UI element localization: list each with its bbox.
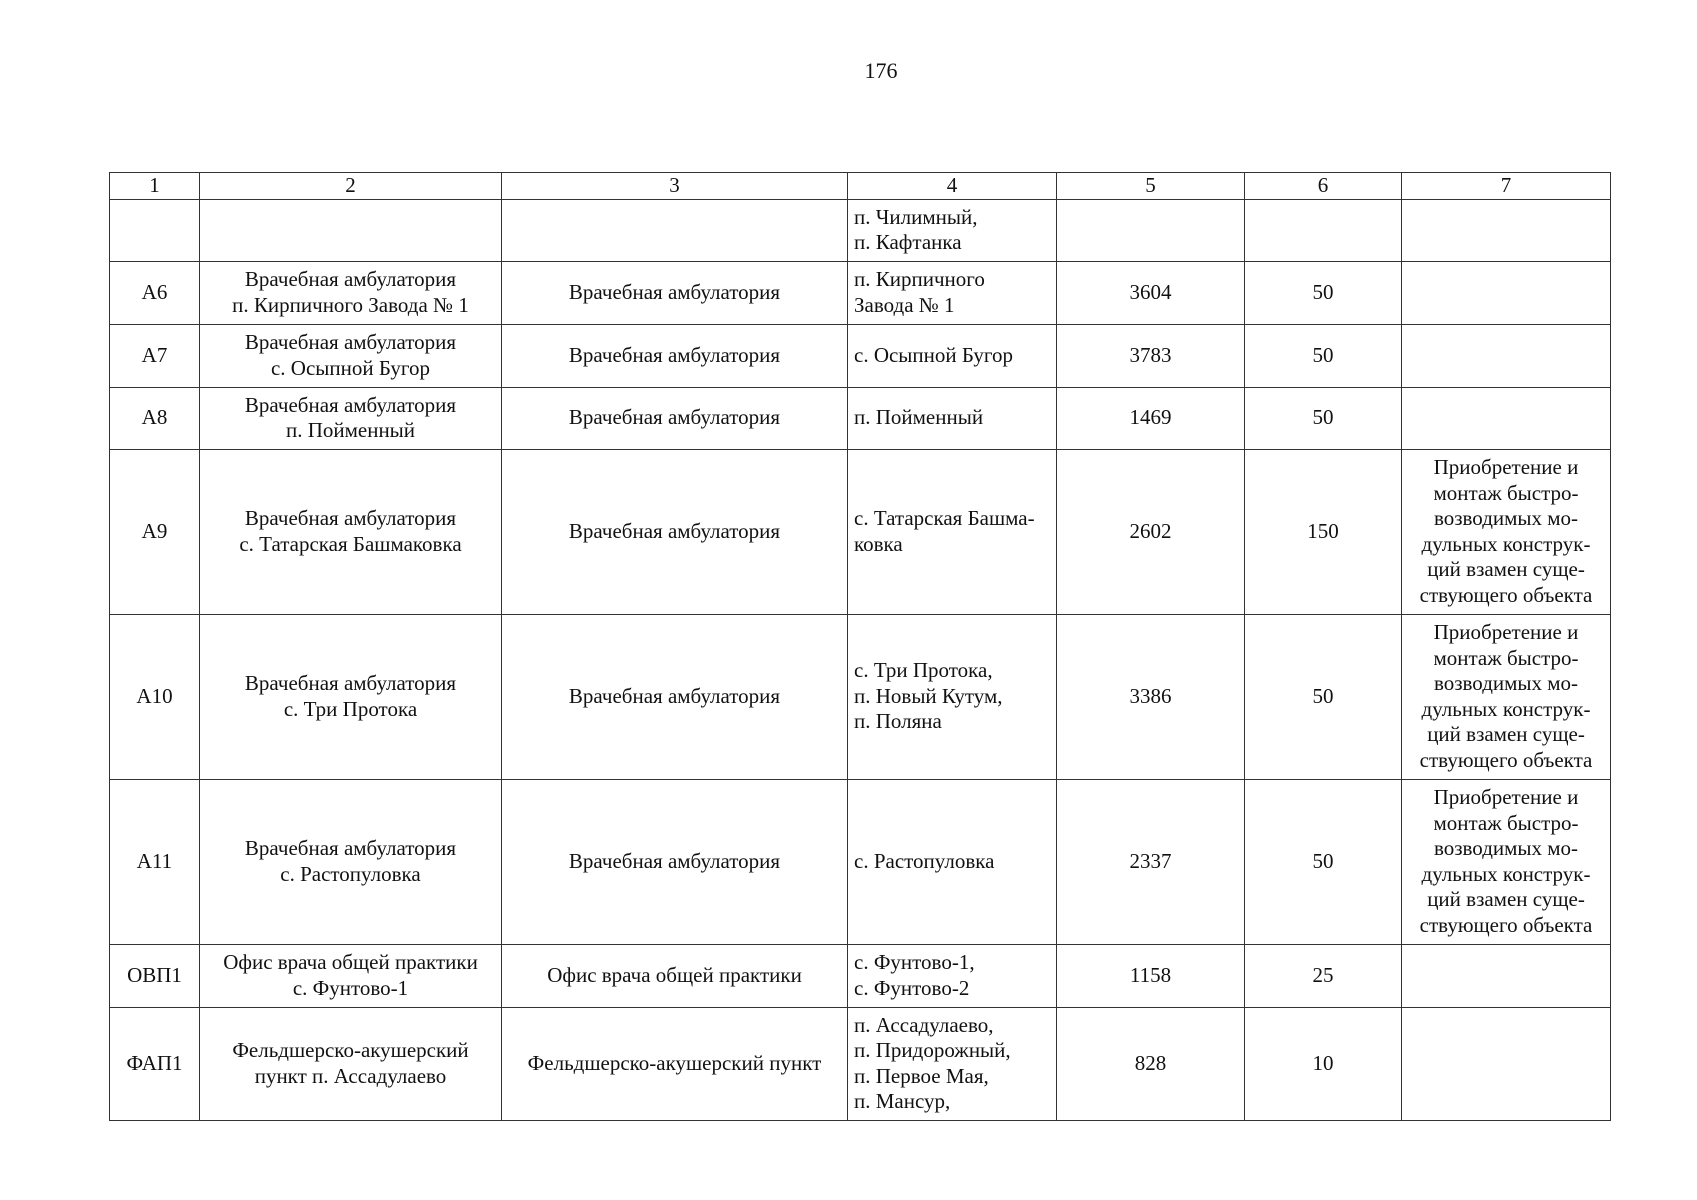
row-capacity-cell	[1245, 199, 1402, 261]
row-name-cell: Врачебная амбулатория п. Кирпичного Завода № 1	[200, 261, 502, 324]
row-capacity-cell: 50	[1245, 614, 1402, 779]
row-type-cell: Офис врача общей практики	[502, 944, 848, 1007]
row-population-cell: 1469	[1057, 387, 1245, 449]
facilities-table	[109, 172, 1611, 1121]
row-capacity-cell: 25	[1245, 944, 1402, 1007]
row-settlements-cell: с. Три Протока, п. Новый Кутум, п. Поляна	[848, 614, 1057, 779]
row-settlements-cell: п. Ассадулаево, п. Придорожный, п. Первое Мая, п. Мансур,	[848, 1007, 1057, 1120]
table-row	[110, 387, 1611, 449]
row-name-cell: Врачебная амбулатория с. Татарская Башмаковка	[200, 449, 502, 614]
row-note-cell	[1402, 261, 1611, 324]
row-name-cell	[200, 199, 502, 261]
row-settlements-cell: п. Пойменный	[848, 387, 1057, 449]
row-capacity-cell: 50	[1245, 261, 1402, 324]
row-type-cell: Врачебная амбулатория	[502, 614, 848, 779]
row-population-cell: 2602	[1057, 449, 1245, 614]
row-code-cell: А11	[110, 779, 200, 944]
table-row	[110, 324, 1611, 387]
page-number: 176	[864, 58, 898, 83]
row-type-cell: Врачебная амбулатория	[502, 449, 848, 614]
row-note-cell: Приобретение и монтаж быстро- возводимых мо- дульных конструк- ций взамен суще- ствующего объекта	[1402, 449, 1611, 614]
row-settlements-cell: с. Татарская Башма- ковка	[848, 449, 1057, 614]
row-note-cell	[1402, 387, 1611, 449]
row-note-cell	[1402, 1007, 1611, 1120]
row-code-cell: ОВП1	[110, 944, 200, 1007]
row-type-cell: Врачебная амбулатория	[502, 779, 848, 944]
table-row	[110, 261, 1611, 324]
row-population-cell: 2337	[1057, 779, 1245, 944]
row-type-cell	[502, 199, 848, 261]
row-type-cell: Фельдшерско-акушерский пункт	[502, 1007, 848, 1120]
row-name-cell: Врачебная амбулатория с. Осыпной Бугор	[200, 324, 502, 387]
row-name-cell: Врачебная амбулатория с. Три Протока	[200, 614, 502, 779]
row-code-cell: А7	[110, 324, 200, 387]
header-cell: 1	[110, 173, 200, 200]
table-row	[110, 199, 1611, 261]
row-note-cell: Приобретение и монтаж быстро- возводимых мо- дульных конструк- ций взамен суще- ствующего объекта	[1402, 779, 1611, 944]
table-row	[110, 944, 1611, 1007]
row-population-cell	[1057, 199, 1245, 261]
header-cell: 5	[1057, 173, 1245, 200]
row-settlements-cell: п. Кирпичного Завода № 1	[848, 261, 1057, 324]
table-row	[110, 779, 1611, 944]
row-name-cell: Офис врача общей практики с. Фунтово-1	[200, 944, 502, 1007]
row-code-cell: А8	[110, 387, 200, 449]
table-row	[110, 614, 1611, 779]
row-code-cell	[110, 199, 200, 261]
row-type-cell: Врачебная амбулатория	[502, 261, 848, 324]
header-cell: 3	[502, 173, 848, 200]
header-cell: 2	[200, 173, 502, 200]
row-note-cell	[1402, 324, 1611, 387]
row-population-cell: 828	[1057, 1007, 1245, 1120]
row-capacity-cell: 50	[1245, 324, 1402, 387]
table-header-row	[110, 173, 1611, 200]
row-name-cell: Врачебная амбулатория с. Растопуловка	[200, 779, 502, 944]
row-name-cell: Врачебная амбулатория п. Пойменный	[200, 387, 502, 449]
row-code-cell: А10	[110, 614, 200, 779]
row-population-cell: 1158	[1057, 944, 1245, 1007]
header-cell: 6	[1245, 173, 1402, 200]
row-capacity-cell: 150	[1245, 449, 1402, 614]
table-row	[110, 1007, 1611, 1120]
row-settlements-cell: с. Растопуловка	[848, 779, 1057, 944]
row-note-cell	[1402, 944, 1611, 1007]
row-code-cell: А6	[110, 261, 200, 324]
row-settlements-cell: с. Фунтово-1, с. Фунтово-2	[848, 944, 1057, 1007]
row-population-cell: 3604	[1057, 261, 1245, 324]
row-population-cell: 3386	[1057, 614, 1245, 779]
row-code-cell: ФАП1	[110, 1007, 200, 1120]
row-type-cell: Врачебная амбулатория	[502, 387, 848, 449]
row-capacity-cell: 50	[1245, 779, 1402, 944]
row-settlements-cell: с. Осыпной Бугор	[848, 324, 1057, 387]
table-row	[110, 449, 1611, 614]
row-settlements-cell: п. Чилимный, п. Кафтанка	[848, 199, 1057, 261]
row-capacity-cell: 10	[1245, 1007, 1402, 1120]
header-cell: 4	[848, 173, 1057, 200]
row-type-cell: Врачебная амбулатория	[502, 324, 848, 387]
row-capacity-cell: 50	[1245, 387, 1402, 449]
row-name-cell: Фельдшерско-акушерский пункт п. Ассадулаево	[200, 1007, 502, 1120]
row-code-cell: А9	[110, 449, 200, 614]
row-note-cell	[1402, 199, 1611, 261]
header-cell: 7	[1402, 173, 1611, 200]
row-note-cell: Приобретение и монтаж быстро- возводимых мо- дульных конструк- ций взамен суще- ствующего объекта	[1402, 614, 1611, 779]
row-population-cell: 3783	[1057, 324, 1245, 387]
